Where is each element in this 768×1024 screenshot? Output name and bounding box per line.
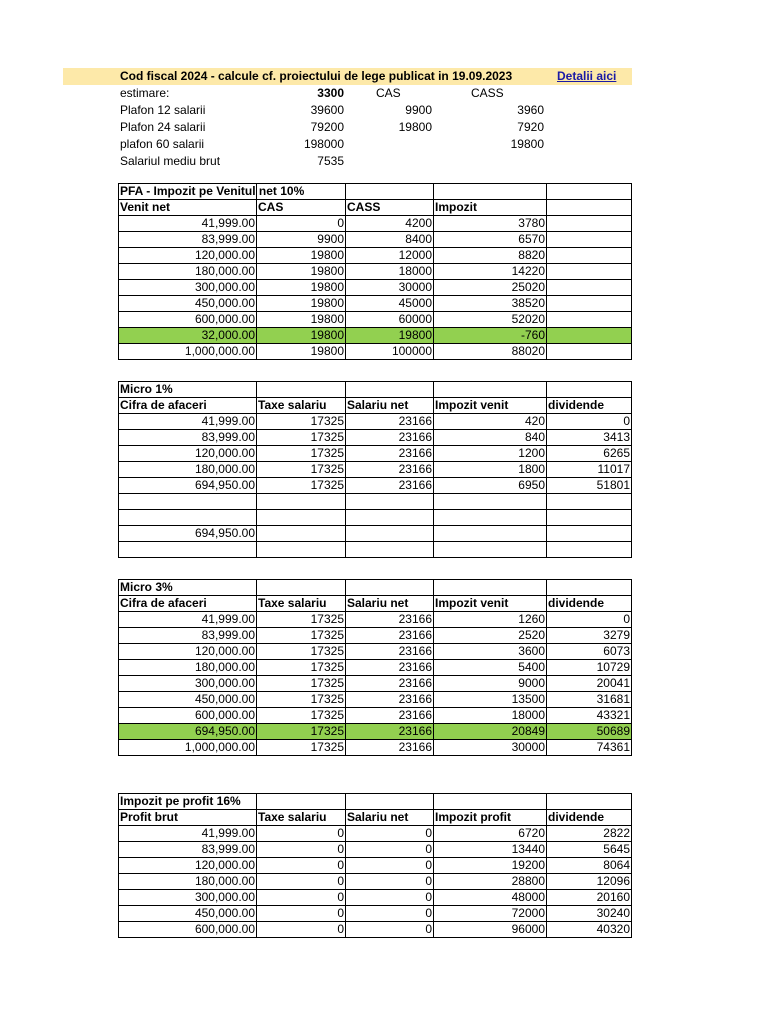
- table-cell[interactable]: 23166: [346, 692, 434, 708]
- table-cell[interactable]: 30000: [434, 740, 547, 756]
- table-cell[interactable]: 23166: [346, 660, 434, 676]
- table-cell[interactable]: [547, 312, 632, 328]
- table-cell[interactable]: 450,000.00: [119, 296, 257, 312]
- table-cell[interactable]: [434, 184, 547, 200]
- table-cell[interactable]: [257, 382, 346, 398]
- summary-label: Plafon 24 salarii: [120, 120, 206, 134]
- table-cell[interactable]: 120,000.00: [119, 248, 257, 264]
- sheet-title: Cod fiscal 2024 - calcule cf. proiectului de lege publicat in 19.09.2023: [120, 69, 513, 83]
- column-header[interactable]: Impozit: [434, 200, 547, 216]
- table-cell[interactable]: 694,950.00: [119, 724, 257, 740]
- table-cell[interactable]: [257, 580, 346, 596]
- table-cell[interactable]: 450,000.00: [119, 692, 257, 708]
- column-header[interactable]: Salariu net: [346, 596, 434, 612]
- table-cell[interactable]: 450,000.00: [119, 906, 257, 922]
- table-cell[interactable]: 41,999.00: [119, 826, 257, 842]
- table-row: [119, 858, 632, 874]
- table-row: [119, 344, 632, 360]
- table-cell[interactable]: 19800: [257, 280, 346, 296]
- data-table: [118, 381, 632, 558]
- summary-row: [118, 136, 632, 153]
- table-cell[interactable]: 23166: [346, 430, 434, 446]
- column-header[interactable]: dividende: [547, 596, 632, 612]
- table-cell[interactable]: 3413: [547, 430, 632, 446]
- table-cell[interactable]: [257, 526, 346, 542]
- table-cell[interactable]: 600,000.00: [119, 922, 257, 938]
- summary-row: [118, 153, 632, 170]
- table-cell[interactable]: [547, 264, 632, 280]
- column-header[interactable]: Salariu net: [346, 810, 434, 826]
- table-cell[interactable]: 19800: [257, 264, 346, 280]
- table-cell[interactable]: 0: [346, 858, 434, 874]
- table-title-row: [119, 184, 632, 200]
- table-cell[interactable]: 0: [346, 890, 434, 906]
- table-cell[interactable]: 23166: [346, 628, 434, 644]
- table-row: [119, 462, 632, 478]
- summary-label: plafon 60 salarii: [120, 137, 205, 151]
- table-cell[interactable]: 50689: [547, 724, 632, 740]
- table-cell[interactable]: 17325: [257, 660, 346, 676]
- table-row: [119, 280, 632, 296]
- table-cell[interactable]: 17325: [257, 612, 346, 628]
- table-cell[interactable]: 8400: [346, 232, 434, 248]
- table-cell[interactable]: [434, 494, 547, 510]
- table-cell[interactable]: 18000: [434, 708, 547, 724]
- table-cell[interactable]: [257, 510, 346, 526]
- table-cell[interactable]: 17325: [257, 724, 346, 740]
- table-cell[interactable]: 23166: [346, 676, 434, 692]
- summary-value: 198000: [303, 137, 344, 151]
- table-cell[interactable]: 72000: [434, 906, 547, 922]
- table-cell[interactable]: 600,000.00: [119, 312, 257, 328]
- table-cell[interactable]: [346, 580, 434, 596]
- table-cell[interactable]: 6265: [547, 446, 632, 462]
- table-cell[interactable]: 0: [547, 414, 632, 430]
- table-cell[interactable]: -760: [434, 328, 547, 344]
- table-cell[interactable]: 19800: [257, 248, 346, 264]
- table-header-row: [119, 200, 632, 216]
- details-link[interactable]: Detalii aici: [557, 69, 617, 83]
- table-cell[interactable]: 17325: [257, 462, 346, 478]
- table-cell[interactable]: 19800: [257, 344, 346, 360]
- table-cell[interactable]: 23166: [346, 644, 434, 660]
- table-row: [119, 660, 632, 676]
- table-row: [119, 328, 632, 344]
- summary-value: 3300: [317, 86, 344, 100]
- table-cell[interactable]: [434, 526, 547, 542]
- table-cell[interactable]: 0: [257, 922, 346, 938]
- table-cell[interactable]: 17325: [257, 430, 346, 446]
- table-cell[interactable]: [346, 382, 434, 398]
- table-cell[interactable]: 1800: [434, 462, 547, 478]
- table-cell[interactable]: [547, 184, 632, 200]
- table-cell[interactable]: 1,000,000.00: [119, 740, 257, 756]
- table-cell[interactable]: 30240: [547, 906, 632, 922]
- table-cell[interactable]: 5645: [547, 842, 632, 858]
- table-cell[interactable]: 17325: [257, 478, 346, 494]
- table-cell[interactable]: [547, 216, 632, 232]
- table-cell[interactable]: 0: [346, 826, 434, 842]
- table-row: [119, 430, 632, 446]
- table-row: [119, 724, 632, 740]
- table-row: [119, 692, 632, 708]
- table-cell[interactable]: 0: [257, 826, 346, 842]
- summary-cass: 19800: [510, 137, 544, 151]
- table-cell[interactable]: [547, 328, 632, 344]
- summary-label: estimare:: [120, 86, 170, 100]
- table-cell[interactable]: 23166: [346, 612, 434, 628]
- table-cell[interactable]: [434, 794, 547, 810]
- column-header[interactable]: Impozit venit: [434, 596, 547, 612]
- table-row: [119, 312, 632, 328]
- column-header[interactable]: dividende: [547, 810, 632, 826]
- table-row: [119, 874, 632, 890]
- table-cell[interactable]: [434, 382, 547, 398]
- table-cell[interactable]: [346, 494, 434, 510]
- summary-row: [118, 119, 632, 136]
- table-cell[interactable]: 31681: [547, 692, 632, 708]
- summary-value: 7535: [317, 154, 344, 168]
- table-row: [119, 826, 632, 842]
- table-header-row: [119, 398, 632, 414]
- table-cell[interactable]: 2520: [434, 628, 547, 644]
- column-header[interactable]: CAS: [257, 200, 346, 216]
- table-cell[interactable]: 840: [434, 430, 547, 446]
- column-header[interactable]: Impozit venit: [434, 398, 547, 414]
- table-row: [119, 478, 632, 494]
- table-cell[interactable]: [547, 382, 632, 398]
- table-cell[interactable]: 300,000.00: [119, 890, 257, 906]
- table-cell[interactable]: 83,999.00: [119, 430, 257, 446]
- table-cell[interactable]: 120,000.00: [119, 644, 257, 660]
- table-header-row: [119, 596, 632, 612]
- table-cell[interactable]: 20160: [547, 890, 632, 906]
- table-cell[interactable]: 6073: [547, 644, 632, 660]
- table-row: [119, 922, 632, 938]
- table-cell[interactable]: [119, 510, 257, 526]
- table-cell[interactable]: 180,000.00: [119, 462, 257, 478]
- column-header[interactable]: Taxe salariu: [257, 810, 346, 826]
- table-cell[interactable]: 38520: [434, 296, 547, 312]
- table-cell[interactable]: [547, 526, 632, 542]
- table-cell[interactable]: [346, 184, 434, 200]
- table-cell[interactable]: [119, 494, 257, 510]
- table-cell[interactable]: 300,000.00: [119, 676, 257, 692]
- table-row: [119, 842, 632, 858]
- table-cell[interactable]: 0: [257, 842, 346, 858]
- table-cell[interactable]: 6720: [434, 826, 547, 842]
- table-cell[interactable]: 17325: [257, 676, 346, 692]
- table-cell[interactable]: [346, 542, 434, 558]
- table-cell[interactable]: [547, 344, 632, 360]
- table-cell[interactable]: 300,000.00: [119, 280, 257, 296]
- table-cell[interactable]: 0: [257, 858, 346, 874]
- table-cell[interactable]: 13440: [434, 842, 547, 858]
- table-row: [119, 446, 632, 462]
- table-cell[interactable]: 23166: [346, 724, 434, 740]
- table-cell[interactable]: 23166: [346, 740, 434, 756]
- table-title-row: [119, 382, 632, 398]
- table-cell[interactable]: [257, 794, 346, 810]
- table-row: [119, 296, 632, 312]
- table-cell[interactable]: 600,000.00: [119, 708, 257, 724]
- table-row: [119, 676, 632, 692]
- column-header[interactable]: Cifra de afaceri: [119, 596, 257, 612]
- table-cell[interactable]: [119, 542, 257, 558]
- table-cell[interactable]: 2822: [547, 826, 632, 842]
- table-cell[interactable]: 18000: [346, 264, 434, 280]
- table-cell[interactable]: 6570: [434, 232, 547, 248]
- data-table: [118, 793, 632, 938]
- table-cell[interactable]: 1,000,000.00: [119, 344, 257, 360]
- summary-cass: 7920: [517, 120, 544, 134]
- table-header-row: [119, 810, 632, 826]
- column-header[interactable]: Venit net: [119, 200, 257, 216]
- table-cell[interactable]: [547, 232, 632, 248]
- table-title[interactable]: PFA - Impozit pe Venitul net 10%: [120, 184, 305, 198]
- summary-cas: 9900: [405, 103, 432, 117]
- table-cell[interactable]: 88020: [434, 344, 547, 360]
- column-header[interactable]: CASS: [346, 200, 434, 216]
- table-cell[interactable]: 4200: [346, 216, 434, 232]
- table-cell[interactable]: 96000: [434, 922, 547, 938]
- table-row: [119, 264, 632, 280]
- column-header[interactable]: Taxe salariu: [257, 398, 346, 414]
- table-cell[interactable]: 3780: [434, 216, 547, 232]
- table-cell[interactable]: [547, 580, 632, 596]
- summary-value: 79200: [310, 120, 344, 134]
- table-cell[interactable]: 0: [346, 906, 434, 922]
- table-row: [119, 906, 632, 922]
- table-cell[interactable]: 11017: [547, 462, 632, 478]
- table-cell[interactable]: 48000: [434, 890, 547, 906]
- table-cell[interactable]: [547, 794, 632, 810]
- table-cell[interactable]: 10729: [547, 660, 632, 676]
- table-cell[interactable]: 0: [346, 842, 434, 858]
- summary-cas-header: CAS: [376, 86, 401, 100]
- table-cell[interactable]: [434, 542, 547, 558]
- table-cell[interactable]: 12096: [547, 874, 632, 890]
- table-cell[interactable]: 180,000.00: [119, 874, 257, 890]
- table-cell[interactable]: [547, 280, 632, 296]
- table-cell[interactable]: 13500: [434, 692, 547, 708]
- table-cell[interactable]: 41,999.00: [119, 414, 257, 430]
- table-cell[interactable]: 1200: [434, 446, 547, 462]
- summary-cass-header: CASS: [471, 86, 504, 100]
- table-cell[interactable]: 8820: [434, 248, 547, 264]
- table-cell[interactable]: 19200: [434, 858, 547, 874]
- table-title-row: [119, 580, 632, 596]
- table-cell[interactable]: 0: [346, 922, 434, 938]
- table-cell[interactable]: 19800: [257, 312, 346, 328]
- column-header[interactable]: dividende: [547, 398, 632, 414]
- table-row: [119, 644, 632, 660]
- table-row: [119, 526, 632, 542]
- summary-cas: 19800: [398, 120, 432, 134]
- table-cell[interactable]: 83,999.00: [119, 628, 257, 644]
- table-cell[interactable]: 9000: [434, 676, 547, 692]
- table-cell[interactable]: 17325: [257, 446, 346, 462]
- table-row: [119, 740, 632, 756]
- table-cell[interactable]: [257, 494, 346, 510]
- table-cell[interactable]: 14220: [434, 264, 547, 280]
- data-table: [118, 579, 632, 756]
- table-cell[interactable]: 5400: [434, 660, 547, 676]
- table-cell[interactable]: 180,000.00: [119, 264, 257, 280]
- table-cell[interactable]: [547, 248, 632, 264]
- table-cell[interactable]: 25020: [434, 280, 547, 296]
- table-row: [119, 612, 632, 628]
- table-cell[interactable]: 83,999.00: [119, 232, 257, 248]
- table-title-row: [119, 794, 632, 810]
- table-cell[interactable]: [547, 494, 632, 510]
- spreadsheet: [118, 68, 632, 936]
- table-row: [119, 494, 632, 510]
- table-row: [119, 628, 632, 644]
- table-cell[interactable]: 74361: [547, 740, 632, 756]
- table-cell[interactable]: [547, 296, 632, 312]
- table-row: [119, 248, 632, 264]
- table-cell[interactable]: 43321: [547, 708, 632, 724]
- table-row: [119, 414, 632, 430]
- summary-cass: 3960: [517, 103, 544, 117]
- table-cell[interactable]: 23166: [346, 462, 434, 478]
- table-cell[interactable]: [547, 510, 632, 526]
- title-row: [118, 68, 632, 85]
- table-cell[interactable]: 694,950.00: [119, 478, 257, 494]
- summary-value: 39600: [310, 103, 344, 117]
- table-row: [119, 708, 632, 724]
- table-row: [119, 216, 632, 232]
- table-cell[interactable]: 19800: [257, 328, 346, 344]
- data-table: [118, 183, 632, 360]
- column-header[interactable]: Profit brut: [119, 810, 257, 826]
- table-cell[interactable]: [434, 580, 547, 596]
- table-cell[interactable]: 17325: [257, 414, 346, 430]
- table-row: [119, 510, 632, 526]
- table-cell[interactable]: 51801: [547, 478, 632, 494]
- table-cell[interactable]: 83,999.00: [119, 842, 257, 858]
- table-cell[interactable]: 0: [257, 906, 346, 922]
- table-cell[interactable]: 9900: [257, 232, 346, 248]
- table-cell[interactable]: 420: [434, 414, 547, 430]
- table-cell[interactable]: 17325: [257, 644, 346, 660]
- column-header[interactable]: [547, 200, 632, 216]
- column-header[interactable]: Salariu net: [346, 398, 434, 414]
- table-cell[interactable]: 28800: [434, 874, 547, 890]
- table-cell[interactable]: 17325: [257, 692, 346, 708]
- table-title[interactable]: Micro 3%: [119, 580, 257, 596]
- table-cell[interactable]: 12000: [346, 248, 434, 264]
- column-header[interactable]: Cifra de afaceri: [119, 398, 257, 414]
- table-cell[interactable]: 0: [257, 216, 346, 232]
- table-cell[interactable]: 40320: [547, 922, 632, 938]
- table-cell[interactable]: 0: [346, 874, 434, 890]
- table-cell[interactable]: 23166: [346, 414, 434, 430]
- table-cell[interactable]: [346, 526, 434, 542]
- table-cell[interactable]: 6950: [434, 478, 547, 494]
- summary-row: [118, 85, 632, 102]
- table-cell[interactable]: [434, 510, 547, 526]
- table-cell[interactable]: 20041: [547, 676, 632, 692]
- table-cell[interactable]: [547, 542, 632, 558]
- table-cell[interactable]: 41,999.00: [119, 216, 257, 232]
- table-cell[interactable]: 30000: [346, 280, 434, 296]
- table-cell[interactable]: 23166: [346, 708, 434, 724]
- table-cell[interactable]: 0: [257, 874, 346, 890]
- table-cell[interactable]: 3279: [547, 628, 632, 644]
- table-cell[interactable]: 120,000.00: [119, 446, 257, 462]
- table-cell[interactable]: 3600: [434, 644, 547, 660]
- table-row: [119, 542, 632, 558]
- table-cell[interactable]: 180,000.00: [119, 660, 257, 676]
- table-cell[interactable]: [346, 510, 434, 526]
- summary-label: Salariul mediu brut: [120, 154, 221, 168]
- table-cell[interactable]: 17325: [257, 740, 346, 756]
- table-cell[interactable]: 23166: [346, 478, 434, 494]
- table-cell[interactable]: 17325: [257, 628, 346, 644]
- table-cell[interactable]: 60000: [346, 312, 434, 328]
- column-header[interactable]: Impozit profit: [434, 810, 547, 826]
- table-row: [119, 232, 632, 248]
- table-cell[interactable]: 17325: [257, 708, 346, 724]
- summary-label: Plafon 12 salarii: [120, 103, 206, 117]
- table-cell[interactable]: [257, 542, 346, 558]
- table-cell[interactable]: [346, 794, 434, 810]
- table-cell[interactable]: 120,000.00: [119, 858, 257, 874]
- table-cell[interactable]: 45000: [346, 296, 434, 312]
- table-cell[interactable]: 0: [257, 890, 346, 906]
- table-cell[interactable]: 0: [547, 612, 632, 628]
- table-cell[interactable]: 8064: [547, 858, 632, 874]
- table-cell[interactable]: 23166: [346, 446, 434, 462]
- summary-row: [118, 102, 632, 119]
- table-row: [119, 890, 632, 906]
- table-title[interactable]: Impozit pe profit 16%: [119, 794, 257, 810]
- column-header[interactable]: Taxe salariu: [257, 596, 346, 612]
- table-cell[interactable]: 100000: [346, 344, 434, 360]
- table-cell[interactable]: 19800: [257, 296, 346, 312]
- table-cell[interactable]: 32,000.00: [119, 328, 257, 344]
- table-title[interactable]: Micro 1%: [119, 382, 257, 398]
- table-cell[interactable]: 1260: [434, 612, 547, 628]
- table-cell[interactable]: 694,950.00: [119, 526, 257, 542]
- table-cell[interactable]: 52020: [434, 312, 547, 328]
- table-cell[interactable]: 20849: [434, 724, 547, 740]
- table-cell[interactable]: 41,999.00: [119, 612, 257, 628]
- table-cell[interactable]: 19800: [346, 328, 434, 344]
